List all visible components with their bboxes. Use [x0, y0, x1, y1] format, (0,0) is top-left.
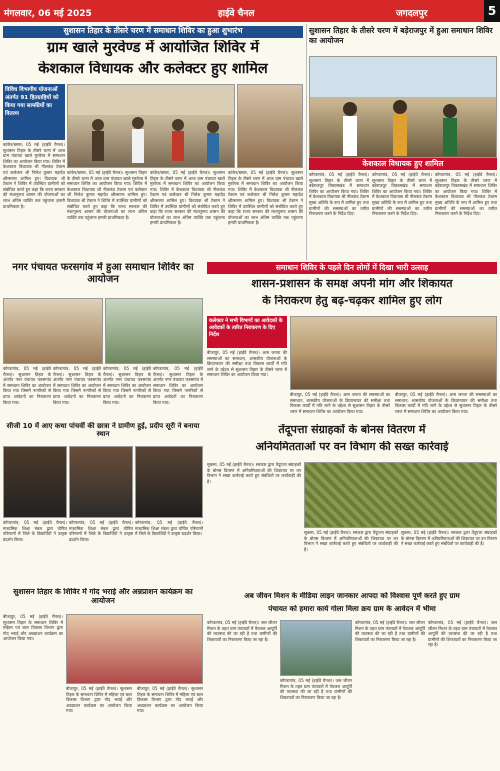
story1-subheadline: केशकाल विधायक और कलेक्टर हुए शामिल [38, 61, 268, 77]
story5-body-col2: कोण्डागांव, 05 मई (हाईवे चैनल)। माध्यमिक शिक्षा मंडल द्वारा घोषित परिणामों में जिले के विद्यार्थियों ने उत्कृष्ट प्रदर्शन किया। [69, 520, 133, 542]
story2-headline: सुशासन तिहार के तीसरे चरण में बड़ेराजपुर में हुआ समाधान शिविर का आयोजन [309, 26, 493, 45]
story1-headline: ग्राम खाले मुरवेण्ड में आयोजित शिविर में [46, 40, 260, 56]
story2-photo [309, 56, 497, 158]
story1-body-col1: कांकेर/बस्तर, 05 मई (हाईवे चैनल)। सुशासन तिहार के तीसरे चरण में आज ग्राम पंचायत खाले मुरवेण्ड में समाधान शिविर का आयोजन किया गया। शिविर में केशकाल विधायक श्री नीलकंठ टेकाम एवं कलेक्टर श्री निलेश कुमार महादेव क्षीरसागर शामिल हुए। विधायक श्री टेकाम ने शिविर में उपस्थित ग्रामीणों को संबोधित करते हुए कहा कि राज्य सरकार की मंशानुरूप शासन की योजनाओं का लाभ अंतिम व्यक्ति तक पहुंचाना हमारी प्राथमिकता है। [3, 142, 65, 209]
page-number: 5 [484, 0, 500, 22]
story8-body-col2: कोण्डागांव, 05 मई (हाईवे चैनल)। जल जीवन मिशन के तहत ग्राम पंचायतों में पेयजल आपूर्ति की व्यवस्था की जा रही है तथा ग्रामीणों की शिकायतों का निराकरण किया जा रहा है। [280, 678, 352, 700]
story4-banner: समाधान शिविर के पहले दिन लोगों में दिखा भारी उत्साह [207, 262, 497, 274]
story8-headline: अब जीवन मिशन के मीडिया लाइन जानकार आपदा को विश्वास पूर्ण करते हुए ग्राम [244, 592, 460, 600]
story4-kicker: कलेक्टर ने सभी विभागों का आवेदकों के आवेदकों के त्वरित निराकरण के दिए निर्देश [207, 316, 287, 348]
story2-caption: केशकाल विधायक हुए शामिल [309, 158, 497, 170]
story8-body-col3: कोण्डागांव, 05 मई (हाईवे चैनल)। जल जीवन मिशन के तहत ग्राम पंचायतों में पेयजल आपूर्ति की व्यवस्था की जा रही है तथा ग्रामीणों की शिकायतों का निराकरण किया जा रहा है। [355, 620, 425, 642]
masthead [0, 0, 500, 22]
story6-subheadline: अनियमितताओं पर वन विभाग की सख्त कार्रवाई [255, 441, 449, 453]
story4-body-col3: बीजापुर, 05 मई (हाईवे चैनल)। आम जनता की समस्याओं का समाधान, शासकीय योजनाओं के क्रियान्वयन की समीक्षा तथा विकास कार्यों में गति लाने के उद्देश्य से सुशासन तिहार के तीसरे चरण में समाधान शिविर का आयोजन किया गया। [395, 392, 497, 414]
story5-photo-1 [3, 446, 67, 518]
story6-photo [304, 462, 497, 528]
story1-kicker: विविध विभागीय योजनाओं अंतर्गत 91 हितग्राहियों को किया गया सामग्रियों का वितरण [3, 84, 65, 140]
story4-subheadline: के निराकरण हेतु बढ़-चढ़कर शामिल हुए लोग [262, 295, 442, 307]
story7-body-col2: बीजापुर, 05 मई (हाईवे चैनल)। सुशासन तिहार के समाधान शिविर में महिला एवं बाल विकास विभाग द्वारा गोद भराई और अन्नप्राशन कार्यक्रम का आयोजन किया गया। [66, 686, 132, 714]
story5-headline: सीजी 10 में आए कथा पांचवीं की छात्रा ने ग्रामीण हुई, प्रदीप सूरी ने बनाया स्थान [6, 422, 200, 439]
story7-body-col3: बीजापुर, 05 मई (हाईवे चैनल)। सुशासन तिहार के समाधान शिविर में महिला एवं बाल विकास विभाग द्वारा गोद भराई और अन्नप्राशन कार्यक्रम का आयोजन किया गया। [137, 686, 203, 714]
story7-headline: सुशासन तिहार के शिविर में गोद भराई और अन्नप्राशन कार्यक्रम का आयोजन [13, 588, 193, 605]
story2-photo-art [310, 57, 497, 158]
story8-body-col4: कोण्डागांव, 05 मई (हाईवे चैनल)। जल जीवन मिशन के तहत ग्राम पंचायतों में पेयजल आपूर्ति की व्यवस्था की जा रही है तथा ग्रामीणों की शिकायतों का निराकरण किया जा रहा है। [428, 620, 497, 648]
story4-photo [290, 316, 497, 390]
story5-photo-3 [135, 446, 203, 518]
masthead-city: जगदलपुर [396, 9, 428, 19]
story3-photo-2 [105, 298, 203, 364]
story8-subheadline: पंचायत को हमारा कार्य गोला मिला क्रय ग्राम के आवेदन में भीमा [268, 605, 436, 613]
masthead-date: मंगलवार, 06 मई 2025 [4, 9, 92, 19]
story8-body-col1: कोण्डागांव, 05 मई (हाईवे चैनल)। जल जीवन मिशन के तहत ग्राम पंचायतों में पेयजल आपूर्ति की व्यवस्था की जा रही है तथा ग्रामीणों की शिकायतों का निराकरण किया जा रहा है। [207, 620, 277, 642]
story2-body-col2: कोण्डागांव, 05 मई (हाईवे चैनल)। सुशासन तिहार के तीसरे चरण में बड़ेराजपुर विकासखंड में समाधान शिविर का आयोजन किया गया। शिविर में केशकाल विधायक श्री नीलकंठ टेकाम मुख्य अतिथि के रूप में शामिल हुए तथा ग्रामीणों की समस्याओं का त्वरित निराकरण करने के निर्देश दिए। [372, 172, 432, 217]
story5-body-col1: कोण्डागांव, 05 मई (हाईवे चैनल)। माध्यमिक शिक्षा मंडल द्वारा घोषित परिणामों में जिले के विद्यार्थियों ने उत्कृष्ट प्रदर्शन किया। [3, 520, 67, 542]
story3-body-col1: कोण्डागांव, 05 मई (हाईवे चैनल)। सुशासन तिहार के अंतर्गत नगर पंचायत फरसगांव में समाधान शिविर का आयोजन किया गया जिसमें नागरिकों से प्राप्त आवेदनों का निराकरण किया गया। [3, 366, 51, 405]
story8-photo [280, 620, 352, 676]
story3-headline: नगर पंचायत फरसगांव में हुआ समाधान शिविर का आयोजन [12, 262, 194, 285]
story5-photo-2 [69, 446, 133, 518]
story1-photo-main [67, 84, 235, 168]
story3-body-col2: कोण्डागांव, 05 मई (हाईवे चैनल)। सुशासन तिहार के अंतर्गत नगर पंचायत फरसगांव में समाधान शिविर का आयोजन किया गया जिसमें नागरिकों से प्राप्त आवेदनों का निराकरण किया गया। [53, 366, 101, 405]
story3-body-col4: कोण्डागांव, 05 मई (हाईवे चैनल)। सुशासन तिहार के अंतर्गत नगर पंचायत फरसगांव में समाधान शिविर का आयोजन किया गया जिसमें नागरिकों से प्राप्त आवेदनों का निराकरण किया गया। [153, 366, 203, 405]
story4-body-col1: बीजापुर, 05 मई (हाईवे चैनल)। आम जनता की समस्याओं का समाधान, शासकीय योजनाओं के क्रियान्वयन की समीक्षा तथा विकास कार्यों में गति लाने के उद्देश्य से सुशासन तिहार के तीसरे चरण में समाधान शिविर का आयोजन किया गया। [207, 350, 287, 378]
story6-body-col3: सुकमा, 05 मई (हाईवे चैनल)। सरकार द्वारा तेंदूपत्ता संग्राहकों के बोनस वितरण में अनियमितताओं की शिकायत पर वन विभाग ने सख्त कार्रवाई करते हुए संबंधितों पर कार्यवाही की है। [401, 530, 497, 547]
story1-body-col4: कांकेर/बस्तर, 05 मई (हाईवे चैनल)। सुशासन तिहार के तीसरे चरण में आज ग्राम पंचायत खाले मुरवेण्ड में समाधान शिविर का आयोजन किया गया। शिविर में केशकाल विधायक श्री नीलकंठ टेकाम एवं कलेक्टर श्री निलेश कुमार महादेव क्षीरसागर शामिल हुए। विधायक श्री टेकाम ने शिविर में उपस्थित ग्रामीणों को संबोधित करते हुए कहा कि राज्य सरकार की मंशानुरूप शासन की योजनाओं का लाभ अंतिम व्यक्ति तक पहुंचाना हमारी प्राथमिकता है। [228, 170, 303, 226]
story1-banner: सुशासन तिहार के तीसरे चरण में समाधान शिविर का हुआ शुभारंभ [3, 26, 303, 38]
story7-body-col1: बीजापुर, 05 मई (हाईवे चैनल)। सुशासन तिहार के समाधान शिविर में महिला एवं बाल विकास विभाग द्वारा गोद भराई और अन्नप्राशन कार्यक्रम का आयोजन किया गया। [3, 614, 63, 642]
story3-body-col3: कोण्डागांव, 05 मई (हाईवे चैनल)। सुशासन तिहार के अंतर्गत नगर पंचायत फरसगांव में समाधान शिविर का आयोजन किया गया जिसमें नागरिकों से प्राप्त आवेदनों का निराकरण किया गया। [103, 366, 151, 405]
story4-body-col2: बीजापुर, 05 मई (हाईवे चैनल)। आम जनता की समस्याओं का समाधान, शासकीय योजनाओं के क्रियान्वयन की समीक्षा तथा विकास कार्यों में गति लाने के उद्देश्य से सुशासन तिहार के तीसरे चरण में समाधान शिविर का आयोजन किया गया। [290, 392, 390, 414]
story2-body-col3: कोण्डागांव, 05 मई (हाईवे चैनल)। सुशासन तिहार के तीसरे चरण में बड़ेराजपुर विकासखंड में समाधान शिविर का आयोजन किया गया। शिविर में केशकाल विधायक श्री नीलकंठ टेकाम मुख्य अतिथि के रूप में शामिल हुए तथा ग्रामीणों की समस्याओं का त्वरित निराकरण करने के निर्देश दिए। [435, 172, 497, 217]
story3-photo-1 [3, 298, 103, 364]
story1-photo-art [68, 85, 235, 168]
story1-body-col2: कांकेर/बस्तर, 05 मई (हाईवे चैनल)। सुशासन तिहार के तीसरे चरण में आज ग्राम पंचायत खाले मुरवेण्ड में समाधान शिविर का आयोजन किया गया। शिविर में केशकाल विधायक श्री नीलकंठ टेकाम एवं कलेक्टर श्री निलेश कुमार महादेव क्षीरसागर शामिल हुए। विधायक श्री टेकाम ने शिविर में उपस्थित ग्रामीणों को संबोधित करते हुए कहा कि राज्य सरकार की मंशानुरूप शासन की योजनाओं का लाभ अंतिम व्यक्ति तक पहुंचाना हमारी प्राथमिकता है। [67, 170, 147, 220]
story6-headline: तेंदूपत्ता संग्राहकों के बोनस वितरण में [278, 424, 426, 436]
story1-photo-side [237, 84, 303, 168]
story4-headline: शासन-प्रशासन के समक्ष अपनी मांग और शिकायत [251, 278, 453, 290]
story6-body-col2: सुकमा, 05 मई (हाईवे चैनल)। सरकार द्वारा तेंदूपत्ता संग्राहकों के बोनस वितरण में अनियमितताओं की शिकायत पर वन विभाग ने सख्त कार्रवाई करते हुए संबंधितों पर कार्यवाही की है। [304, 530, 398, 552]
column-divider [306, 24, 307, 260]
story2-body-col1: कोण्डागांव, 05 मई (हाईवे चैनल)। सुशासन तिहार के तीसरे चरण में बड़ेराजपुर विकासखंड में समाधान शिविर का आयोजन किया गया। शिविर में केशकाल विधायक श्री नीलकंठ टेकाम मुख्य अतिथि के रूप में शामिल हुए तथा ग्रामीणों की समस्याओं का त्वरित निराकरण करने के निर्देश दिए। [309, 172, 369, 217]
story6-body-col1: सुकमा, 05 मई (हाईवे चैनल)। सरकार द्वारा तेंदूपत्ता संग्राहकों के बोनस वितरण में अनियमितताओं की शिकायत पर वन विभाग ने सख्त कार्रवाई करते हुए संबंधितों पर कार्यवाही की है। [207, 462, 301, 484]
story7-photo [66, 614, 203, 684]
story5-body-col3: कोण्डागांव, 05 मई (हाईवे चैनल)। माध्यमिक शिक्षा मंडल द्वारा घोषित परिणामों में जिले के विद्यार्थियों ने उत्कृष्ट प्रदर्शन किया। [135, 520, 203, 537]
story1-body-col3: कांकेर/बस्तर, 05 मई (हाईवे चैनल)। सुशासन तिहार के तीसरे चरण में आज ग्राम पंचायत खाले मुरवेण्ड में समाधान शिविर का आयोजन किया गया। शिविर में केशकाल विधायक श्री नीलकंठ टेकाम एवं कलेक्टर श्री निलेश कुमार महादेव क्षीरसागर शामिल हुए। विधायक श्री टेकाम ने शिविर में उपस्थित ग्रामीणों को संबोधित करते हुए कहा कि राज्य सरकार की मंशानुरूप शासन की योजनाओं का लाभ अंतिम व्यक्ति तक पहुंचाना हमारी प्राथमिकता है। [150, 170, 225, 226]
masthead-paper: हाईवे चैनल [218, 9, 255, 19]
